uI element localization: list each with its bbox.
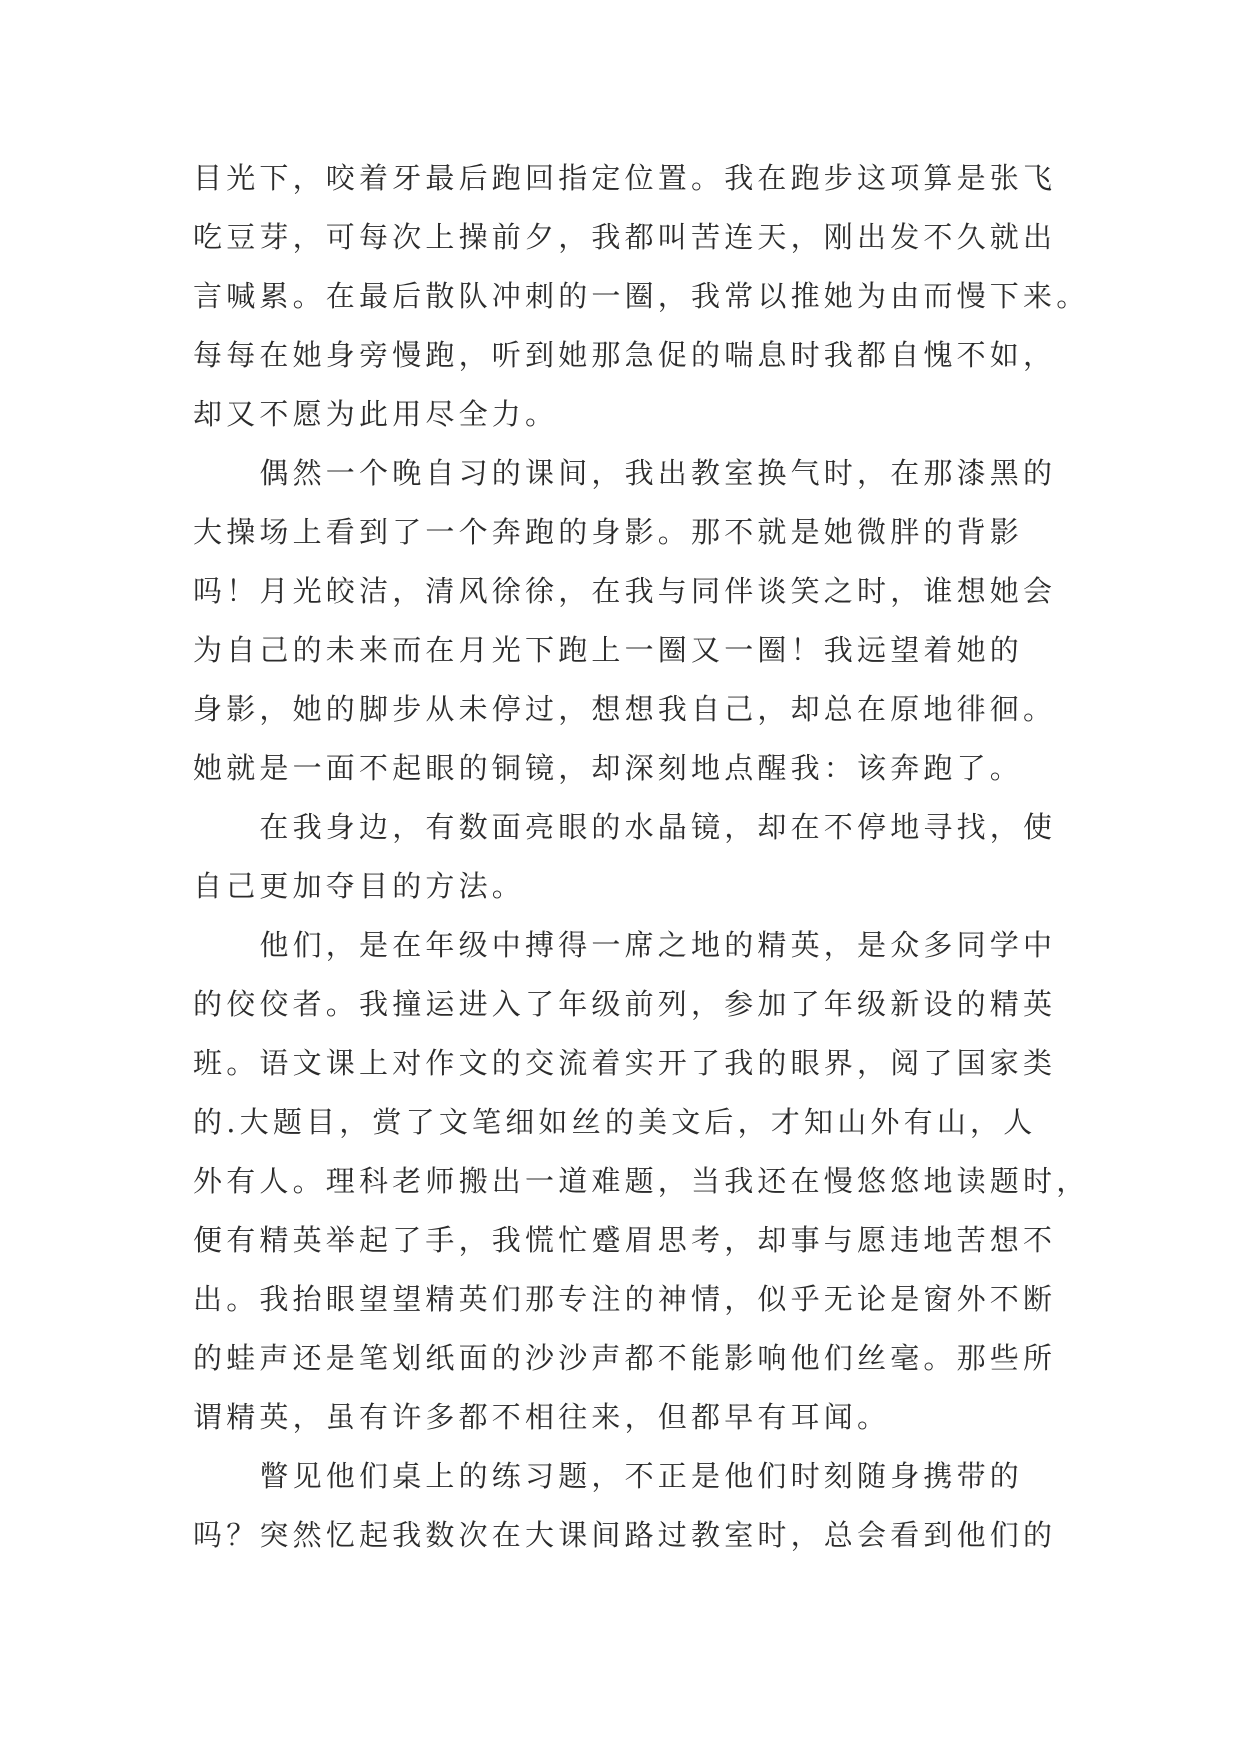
text-line: 吗？突然忆起我数次在大课间路过教室时，总会看到他们的 [193,1518,1057,1552]
text-line: 为自己的未来而在月光下跑上一圈又一圈！我远望着她的 [193,633,1024,667]
text-line: 谓精英，虽有许多都不相往来，但都早有耳闻。 [193,1400,891,1434]
text-line: 的蛙声还是笔划纸面的沙沙声都不能影响他们丝毫。那些所 [193,1341,1057,1375]
text-line: 目光下，咬着牙最后跑回指定位置。我在跑步这项算是张飞 [193,161,1057,195]
text-line: 便有精英举起了手，我慌忙蹙眉思考，却事与愿违地苦想不 [193,1223,1057,1257]
text-line: 言喊累。在最后散队冲刺的一圈，我常以推她为由而慢下来。 [193,279,1090,313]
text-line: 班。语文课上对作文的交流着实开了我的眼界，阅了国家类 [193,1046,1057,1080]
text-line: 出。我抬眼望望精英们那专注的神情，似乎无论是窗外不断 [193,1282,1057,1316]
text-line: 瞥见他们桌上的练习题，不正是他们时刻随身携带的 [193,1459,1024,1493]
text-line: 身影，她的脚步从未停过，想想我自己，却总在原地徘徊。 [193,692,1057,726]
text-line: 每每在她身旁慢跑，听到她那急促的喘息时我都自愧不如， [193,338,1057,372]
text-line: 外有人。理科老师搬出一道难题，当我还在慢悠悠地读题时， [193,1164,1090,1198]
text-line: 吗！月光皎洁，清风徐徐，在我与同伴谈笑之时，谁想她会 [193,574,1057,608]
text-line: 她就是一面不起眼的铜镜，却深刻地点醒我：该奔跑了。 [193,751,1024,785]
text-line: 吃豆芽，可每次上操前夕，我都叫苦连天，刚出发不久就出 [193,220,1057,254]
text-line: 他们，是在年级中搏得一席之地的精英，是众多同学中 [193,928,1057,962]
text-line: 却又不愿为此用尽全力。 [193,397,559,431]
text-line: 的佼佼者。我撞运进入了年级前列，参加了年级新设的精英 [193,987,1057,1021]
text-line: 偶然一个晚自习的课间，我出教室换气时，在那漆黑的 [193,456,1057,490]
document-body [193,158,1090,1574]
text-line: 的.大题目，赏了文笔细如丝的美文后，才知山外有山，人 [193,1105,1037,1139]
text-line: 大操场上看到了一个奔跑的身影。那不就是她微胖的背影 [193,515,1024,549]
text-line: 自己更加夺目的方法。 [193,869,526,903]
text-line: 在我身边，有数面亮眼的水晶镜，却在不停地寻找，使 [193,810,1057,844]
